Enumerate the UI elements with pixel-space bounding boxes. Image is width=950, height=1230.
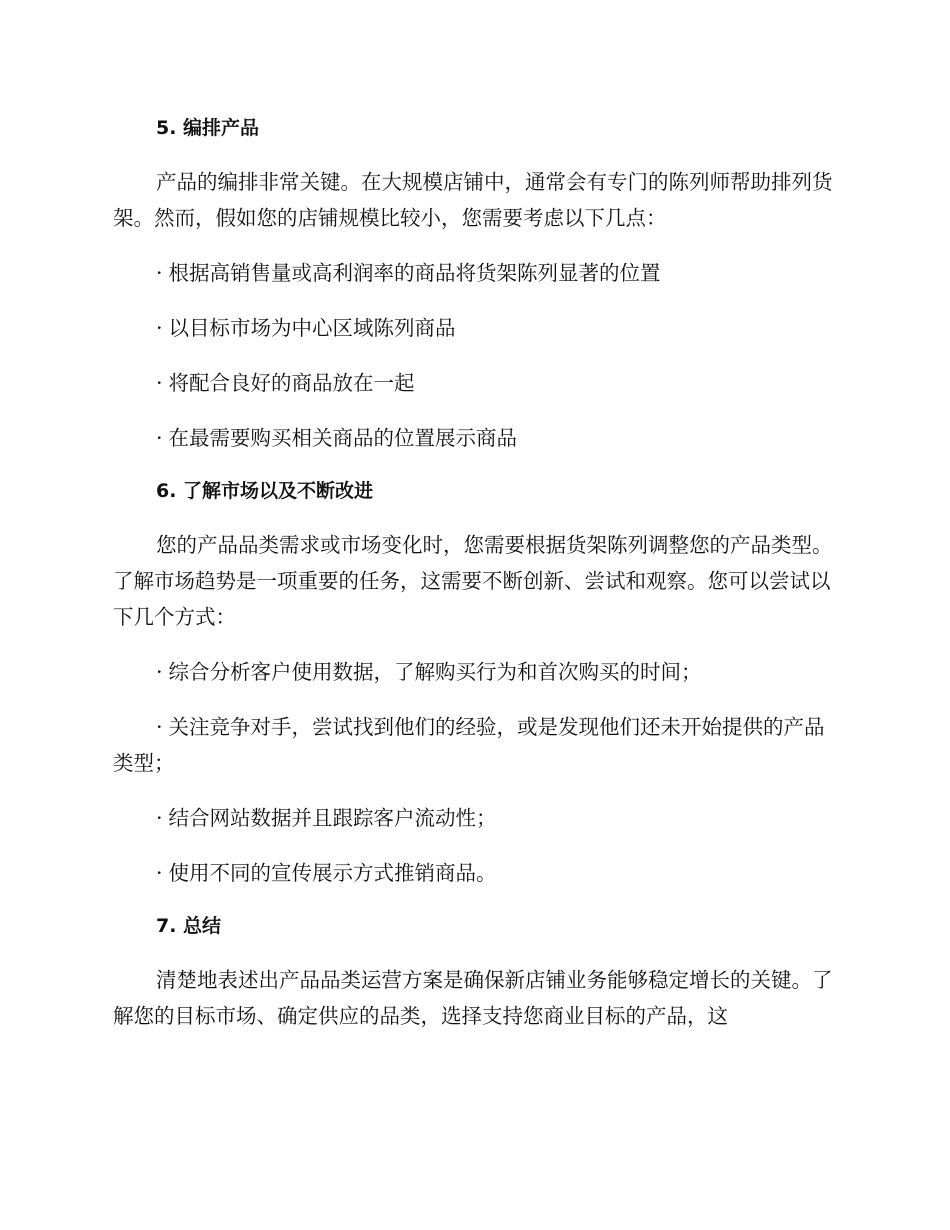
bullet-marker: ·	[156, 371, 163, 395]
section-paragraph: 您的产品品类需求或市场变化时，您需要根据货架陈列调整您的产品类型。了解市场趋势是一项重要的任务，这需要不断创新、尝试和观察。您可以尝试以下几个方式：	[113, 533, 833, 629]
bullet-text: 关注竞争对手，尝试找到他们的经验，或是发现他们还未开始提供的产品类型；	[113, 715, 825, 775]
bullet-item	[113, 420, 840, 456]
section-paragraph: 产品的编排非常关键。在大规模店铺中，通常会有专门的陈列师帮助排列货架。然而，假如您的店铺规模比较小，您需要考虑以下几点：	[113, 170, 833, 230]
bullet-item	[113, 800, 840, 836]
bullet-text: 以目标市场为中心区域陈列商品	[168, 316, 456, 340]
bullet-text: 将配合良好的商品放在一起	[168, 371, 415, 395]
bullet-marker: ·	[156, 806, 163, 830]
bullet-text: 综合分析客户使用数据，了解购买行为和首次购买的时间；	[168, 660, 702, 684]
bullet-marker: ·	[156, 715, 163, 739]
bullet-text: 使用不同的宣传展示方式推销商品。	[168, 861, 497, 885]
bullet-marker: ·	[156, 426, 163, 450]
bullet-item	[113, 709, 840, 781]
bullet-marker: ·	[156, 261, 163, 285]
bullet-item	[113, 654, 840, 690]
section-heading: 7. 总结	[156, 915, 222, 937]
bullet-marker: ·	[156, 316, 163, 340]
bullet-text: 在最需要购买相关商品的位置展示商品	[168, 426, 518, 450]
section-heading: 5. 编排产品	[156, 117, 260, 139]
bullet-item	[113, 365, 840, 401]
section-heading: 6. 了解市场以及不断改进	[156, 480, 374, 502]
section-paragraph: 清楚地表述出产品品类运营方案是确保新店铺业务能够稳定增长的关键。了解您的目标市场、确定供应的品类，选择支持您商业目标的产品，这	[113, 968, 833, 1028]
bullet-item	[113, 255, 840, 291]
bullet-text: 根据高销售量或高利润率的商品将货架陈列显著的位置	[168, 261, 661, 285]
bullet-item	[113, 310, 840, 346]
bullet-item	[113, 855, 840, 891]
bullet-marker: ·	[156, 660, 163, 684]
bullet-marker: ·	[156, 861, 163, 885]
bullet-text: 结合网站数据并且跟踪客户流动性；	[168, 806, 497, 830]
